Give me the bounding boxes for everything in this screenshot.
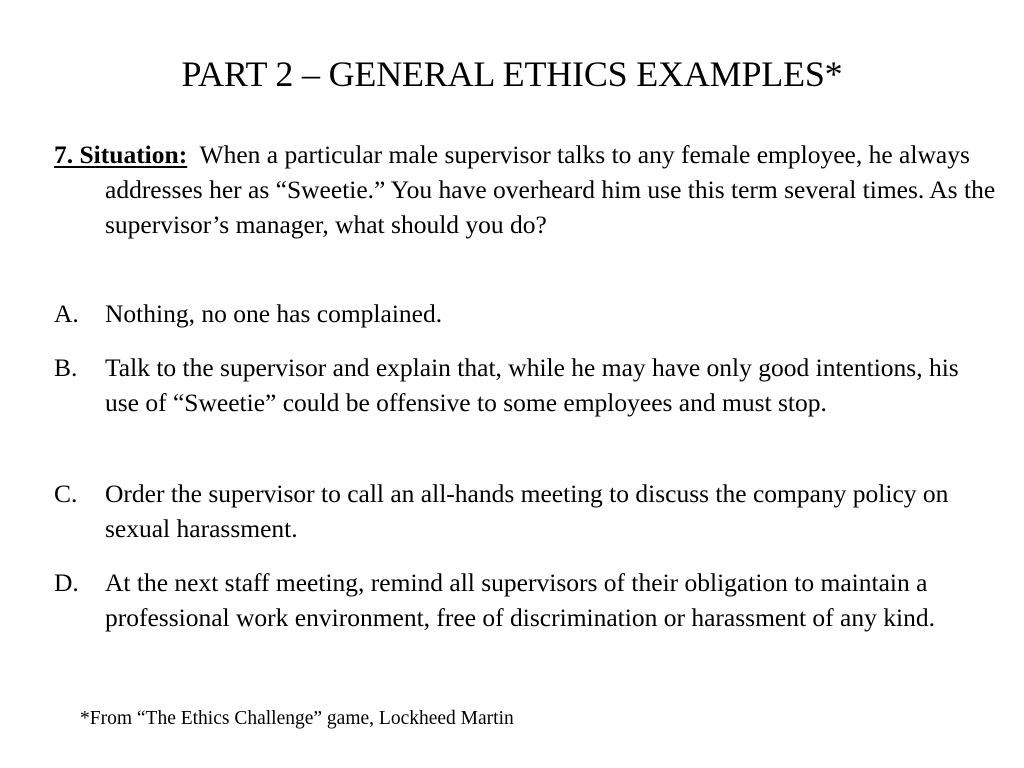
option-d: [54, 565, 964, 635]
option-c-text: Order the supervisor to call an all-hands meeting to discuss the company policy on sexual harassment.: [105, 479, 949, 543]
situation-label: 7. Situation:: [54, 140, 188, 169]
option-a-letter: A.: [54, 299, 79, 328]
situation-paragraph: [54, 137, 1015, 242]
option-b-text: Talk to the supervisor and explain that, while he may have only good intentions, his use of “Sweetie” could be offensive to some employees and must stop.: [105, 353, 959, 417]
option-c-letter: C.: [54, 479, 78, 508]
option-d-text: At the next staff meeting, remind all supervisors of their obligation to maintain a professional work environment, free of discrimination or harassment of any kind.: [105, 568, 935, 632]
footnote: *From “The Ethics Challenge” game, Lockheed Martin: [80, 708, 514, 729]
option-a-text: Nothing, no one has complained.: [105, 299, 443, 328]
slide-title: PART 2 – GENERAL ETHICS EXAMPLES*: [181, 54, 843, 94]
option-a: [54, 296, 964, 331]
option-c: [54, 476, 964, 546]
option-b: [54, 350, 964, 420]
option-b-letter: B.: [54, 353, 78, 382]
situation-text: When a particular male supervisor talks to any female employee, he always addresses her as “Sweetie.” You have overheard him use this term several times. As the supervisor’s manager, what should you do?: [105, 140, 996, 239]
option-d-letter: D.: [54, 568, 79, 597]
